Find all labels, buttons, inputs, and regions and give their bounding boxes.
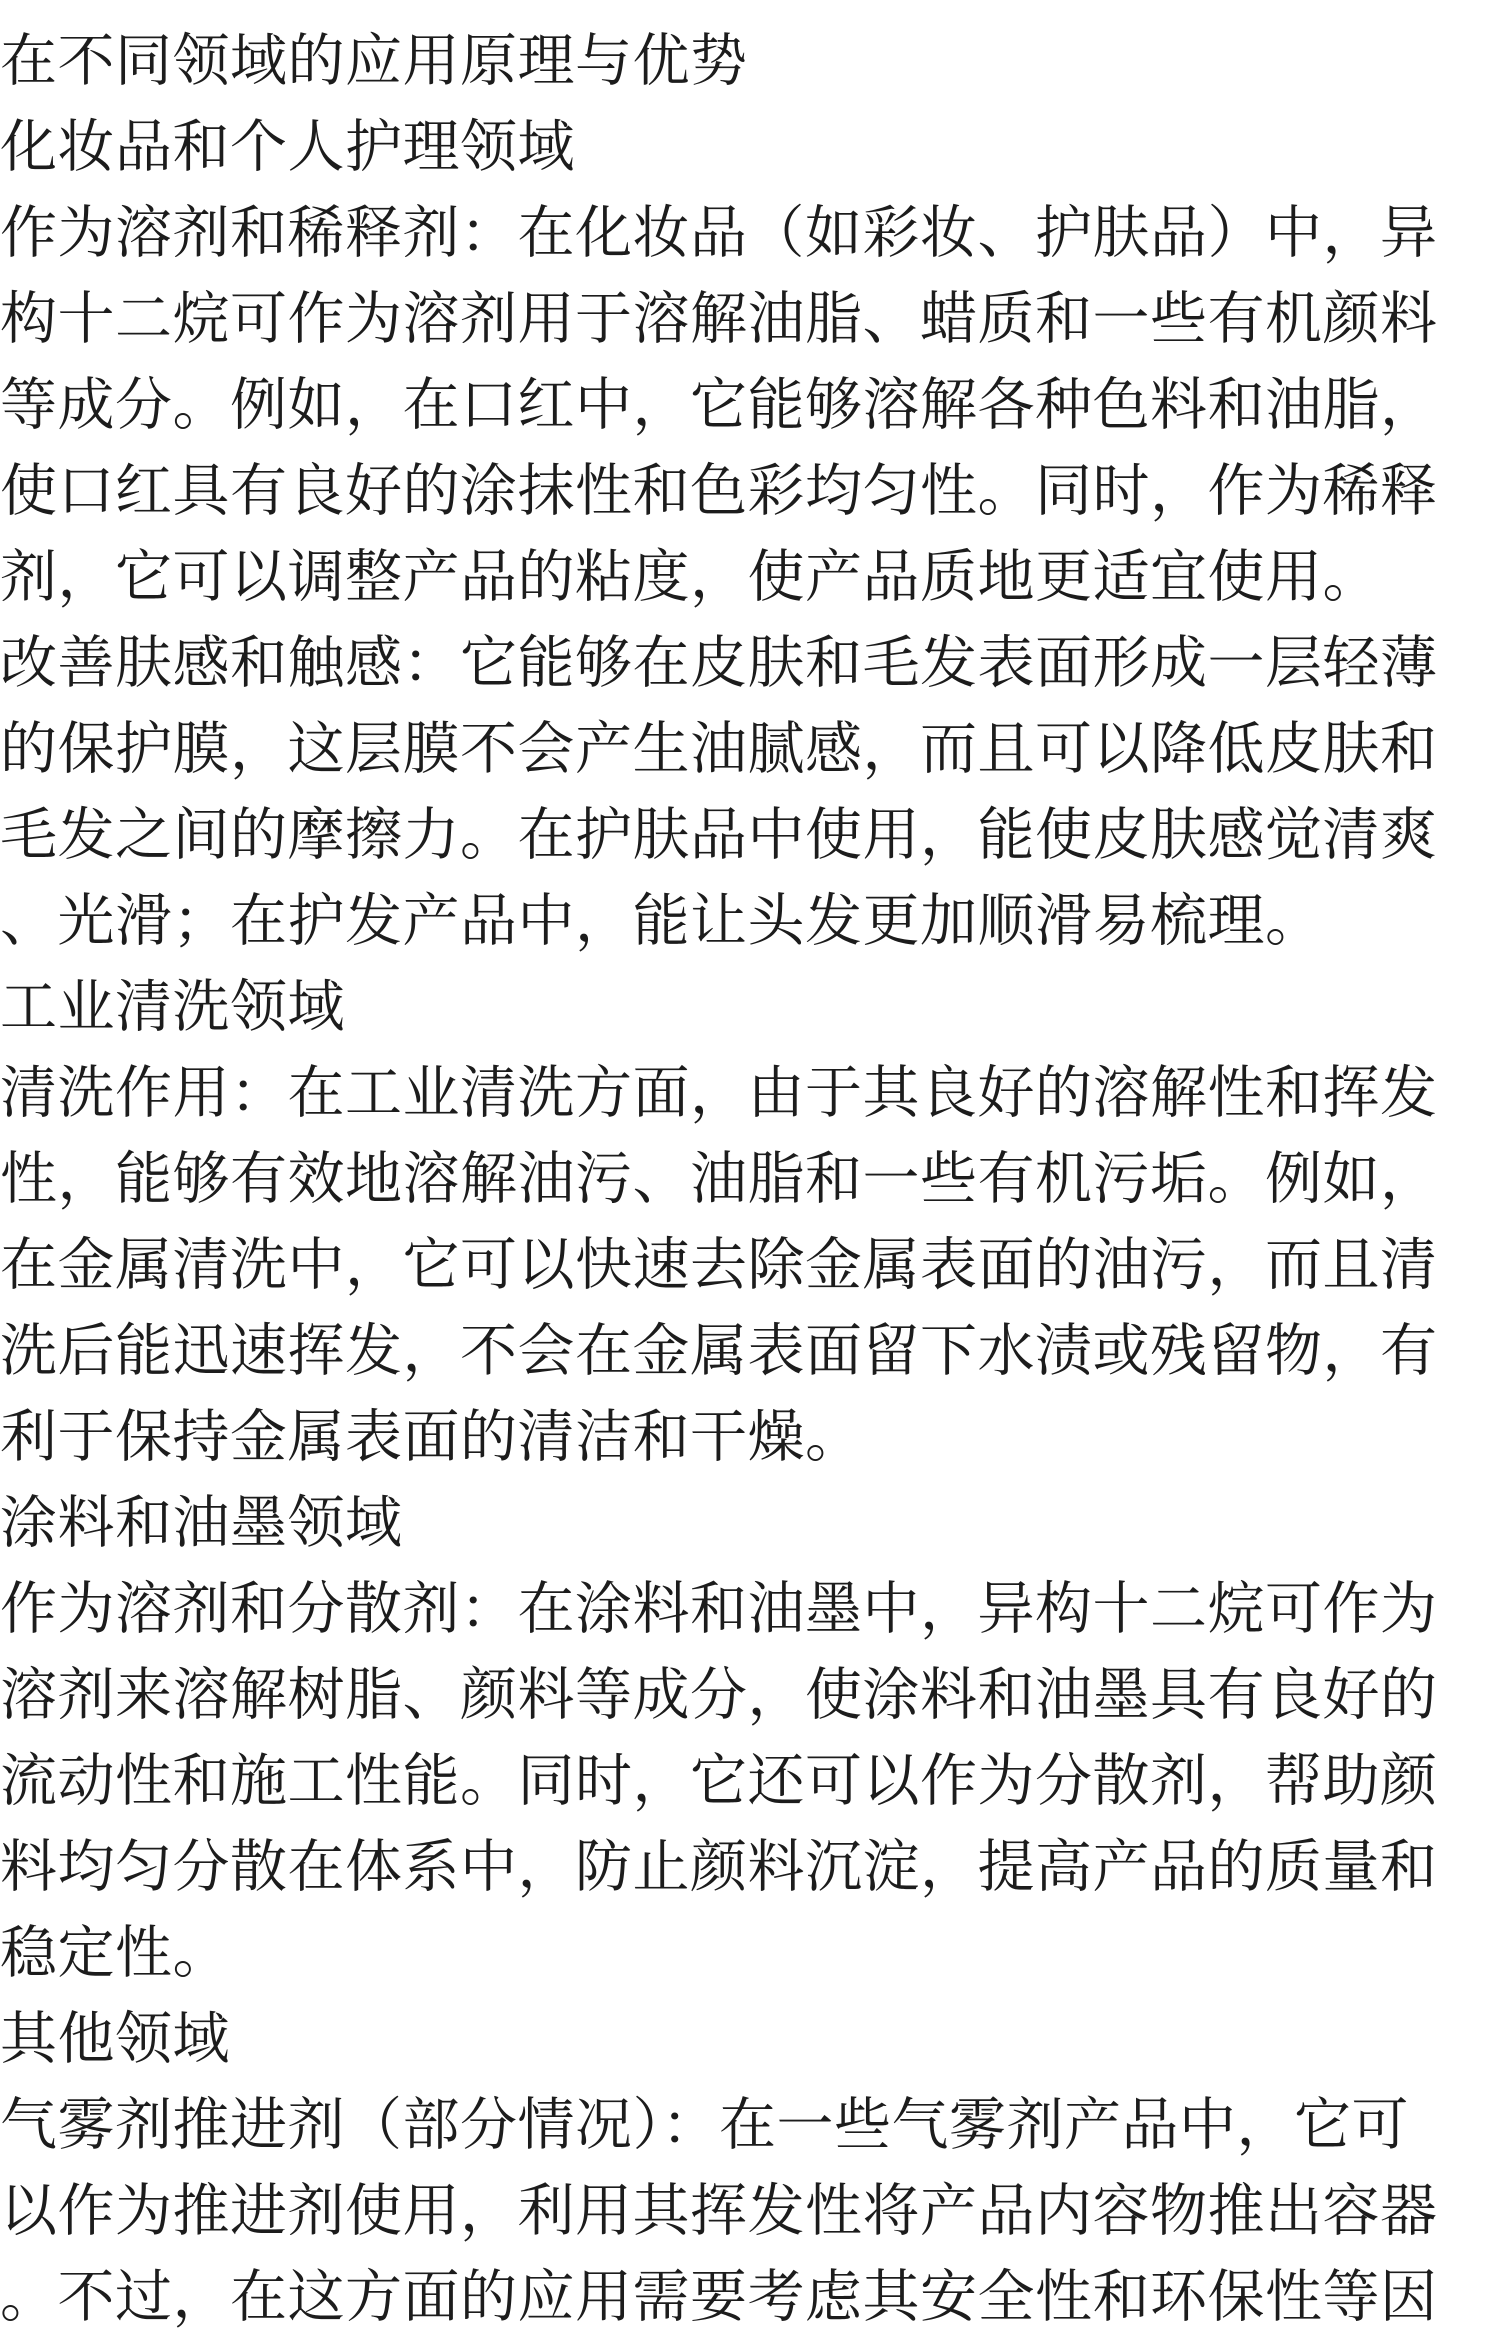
section-heading-other: 其他领域 xyxy=(0,2006,230,2072)
section-title: 在不同领域的应用原理与优势 xyxy=(0,28,748,94)
text-line: 等成分。例如，在口红中，它能够溶解各种色料和油脂， xyxy=(0,372,1438,438)
text-line: 、光滑；在护发产品中，能让头发更加顺滑易梳理。 xyxy=(0,888,1323,954)
text-line: 以作为推进剂使用，利用其挥发性将产品内容物推出容器 xyxy=(0,2178,1438,2244)
text-line: 气雾剂推进剂（部分情况）：在一些气雾剂产品中，它可 xyxy=(0,2092,1409,2158)
text-line: 构十二烷可作为溶剂用于溶解油脂、蜡质和一些有机颜料 xyxy=(0,286,1438,352)
section-heading-cosmetics: 化妆品和个人护理领域 xyxy=(0,114,575,180)
text-line: 清洗作用：在工业清洗方面，由于其良好的溶解性和挥发 xyxy=(0,1060,1438,1126)
text-line: 使口红具有良好的涂抹性和色彩均匀性。同时，作为稀释 xyxy=(0,458,1438,524)
text-line: 洗后能迅速挥发，不会在金属表面留下水渍或残留物，有 xyxy=(0,1318,1438,1384)
text-line: 的保护膜，这层膜不会产生油腻感，而且可以降低皮肤和 xyxy=(0,716,1438,782)
text-line: 。不过，在这方面的应用需要考虑其安全性和环保性等因 xyxy=(0,2264,1438,2330)
text-line: 作为溶剂和稀释剂：在化妆品（如彩妆、护肤品）中，异 xyxy=(0,200,1438,266)
text-line: 利于保持金属表面的清洁和干燥。 xyxy=(0,1404,863,1470)
text-line: 溶剂来溶解树脂、颜料等成分，使涂料和油墨具有良好的 xyxy=(0,1662,1438,1728)
text-line: 毛发之间的摩擦力。在护肤品中使用，能使皮肤感觉清爽 xyxy=(0,802,1438,868)
section-heading-industrial-cleaning: 工业清洗领域 xyxy=(0,974,345,1040)
text-line: 料均匀分散在体系中，防止颜料沉淀，提高产品的质量和 xyxy=(0,1834,1438,1900)
text-line: 在金属清洗中，它可以快速去除金属表面的油污，而且清 xyxy=(0,1232,1438,1298)
text-line: 作为溶剂和分散剂：在涂料和油墨中，异构十二烷可作为 xyxy=(0,1576,1438,1642)
text-line: 性，能够有效地溶解油污、油脂和一些有机污垢。例如， xyxy=(0,1146,1438,1212)
text-line: 稳定性。 xyxy=(0,1920,230,1986)
text-line: 改善肤感和触感：它能够在皮肤和毛发表面形成一层轻薄 xyxy=(0,630,1438,696)
document-body xyxy=(0,18,1445,2340)
section-heading-coatings-inks: 涂料和油墨领域 xyxy=(0,1490,403,1556)
text-line: 剂，它可以调整产品的粘度，使产品质地更适宜使用。 xyxy=(0,544,1380,610)
text-line: 流动性和施工性能。同时，它还可以作为分散剂，帮助颜 xyxy=(0,1748,1438,1814)
